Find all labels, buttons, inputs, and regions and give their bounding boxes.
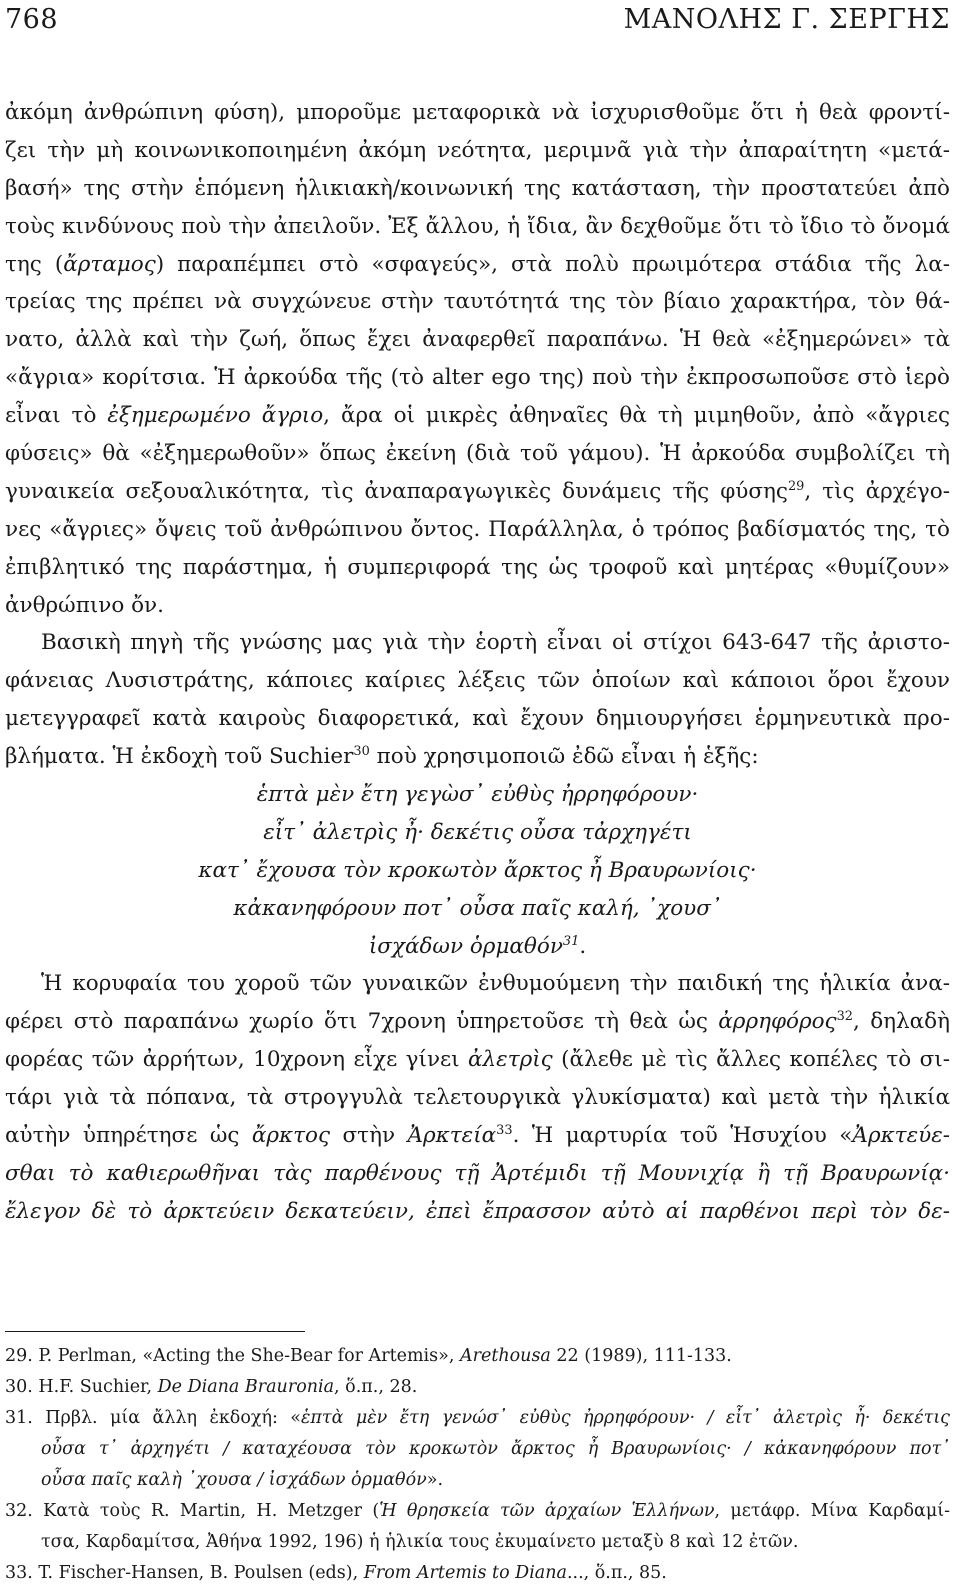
line-11 bbox=[5, 473, 950, 511]
text-run: ἰσχάδων ὁρμαθόν bbox=[368, 933, 563, 959]
line-23 bbox=[5, 1117, 950, 1155]
footnote-33 bbox=[5, 1558, 950, 1589]
italic-term: ἐξημερωμένο ἄγριο bbox=[107, 403, 324, 429]
line-12: νες «ἄγριες» ὄψεις τοῦ ἀνθρώπινου ὄντος. Παράλληλα, ὁ τρόπος βαδίσματός της, τὸ bbox=[5, 516, 950, 542]
text-run: ». bbox=[426, 1470, 444, 1490]
line-8: «ἄγρια» κορίτσια. Ἡ ἀρκούδα τῆς (τὸ alter ego της) ποὺ τὴν ἐκπροσωποῦσε στὸ ἱερὸ bbox=[5, 365, 950, 391]
verse-line-4: κἀκανηφόρουν ποτ᾽ οὖσα παῖς καλή, ᾽χουσ᾽ bbox=[233, 895, 722, 921]
footnote-31-end bbox=[5, 1465, 950, 1496]
line-4: τοὺς κινδύνους ποὺ τὴν ἀπειλοῦν. Ἐξ ἄλλου, ἡ ἴδια, ἂν δεχθοῦμε ὅτι τὸ ἴδιο τὸ ὄνομά bbox=[5, 213, 950, 239]
text-run: , μετάφρ. Μίνα Καρδαμί- bbox=[714, 1501, 950, 1521]
italic-term: ἄρκτος bbox=[251, 1123, 331, 1149]
text-run: 30. H.F. Suchier, bbox=[5, 1377, 158, 1397]
text-run: φορέας τῶν ἀρρήτων, 10χρονη εἶχε γίνει bbox=[5, 1047, 469, 1073]
line-18 bbox=[5, 738, 950, 776]
running-head: ΜΑΝΟΛΗΣ Γ. ΣΕΡΓΗΣ bbox=[623, 4, 950, 35]
line-13: ἐπιβλητικό της παράστημα, ἡ συμπεριφορά της ὡς τροφοῦ καὶ μητέρας «θυμίζουν» bbox=[5, 554, 950, 580]
line-22: τάρι γιὰ τὰ πόπανα, τὰ στρογγυλὰ τελετουργικὰ γλυκίσματα) καὶ μετὰ τὴν ἡλικία bbox=[5, 1085, 950, 1111]
text-run: (ἄλεθε μὲ τὶς ἄλλες κοπέλες τὸ σι- bbox=[552, 1047, 950, 1073]
text-run: της ( bbox=[5, 251, 64, 277]
italic-term: ἀλετρὶς bbox=[468, 1047, 553, 1073]
line-2: ζει τὴν μὴ κοινωνικοποιημένη ἀκόμη νεότητα, μεριμνᾶ γιὰ τὴν ἀπαραίτητη «μετά- bbox=[5, 137, 950, 163]
text-run: , τὶς ἀρχέγο- bbox=[804, 478, 950, 504]
line-20 bbox=[5, 1003, 950, 1041]
italic-title: De Diana Brauronia bbox=[157, 1377, 335, 1397]
italic-quote: οὖσα παῖς καλὴ ᾽χουσα / ἰσχάδων ὁρμαθόν bbox=[41, 1470, 427, 1490]
line-25: ἔλεγον δὲ τὸ ἀρκτεύειν δεκατεύειν, ἐπεὶ ἔπρασσον αὐτὸ αἱ παρθένοι περὶ τὸν δε- bbox=[5, 1198, 950, 1224]
line-9 bbox=[5, 397, 950, 435]
text-run: γυναικεία σεξουαλικότητα, τὶς ἀναπαραγωγικὲς δυνάμεις τῆς φύσης bbox=[5, 478, 788, 504]
footnote-29 bbox=[5, 1341, 950, 1372]
footnote-32 bbox=[5, 1496, 950, 1527]
italic-title: From Artemis to Diana bbox=[363, 1563, 567, 1583]
text-run: βλήματα. Ἡ ἐκδοχὴ τοῦ Suchier bbox=[5, 744, 354, 770]
footnote-ref-29: 29 bbox=[787, 478, 805, 494]
text-run: αὐτὴν ὑπηρέτησε ὡς bbox=[5, 1123, 252, 1149]
text-run: ..., ὅ.π., 85. bbox=[566, 1563, 667, 1583]
footnotes bbox=[5, 1341, 950, 1589]
text-run: 31. Πρβλ. μία ἄλλη ἐκδοχή: « bbox=[5, 1408, 302, 1428]
line-19: Ἡ κορυφαία του χοροῦ τῶν γυναικῶν ἐνθυμούμενη τὴν παιδική της ἡλικία ἀνα- bbox=[41, 971, 950, 997]
text-run: 33. T. Fischer-Hansen, B. Poulsen (eds), bbox=[5, 1563, 364, 1583]
italic-title: Ἡ θρησκεία τῶν ἀρχαίων Ἑλλήνων bbox=[379, 1501, 715, 1521]
footnote-ref-33: 33 bbox=[496, 1122, 513, 1138]
verse-line-2: εἶτ᾽ ἀλετρὶς ἦ· δεκέτις οὖσα τἀρχηγέτι bbox=[263, 819, 692, 845]
line-5 bbox=[5, 246, 950, 284]
text-run: στὴν bbox=[330, 1123, 408, 1149]
verse-line-3: κατ᾽ ἔχουσα τὸν κροκωτὸν ἄρκτος ἦ Βραυρωνίοις· bbox=[198, 857, 757, 883]
text-run: ) παραπέμπει στὸ «σφαγεύς», στὰ πολὺ πρωιμότερα στάδια τῆς λα- bbox=[155, 251, 950, 277]
italic-title: Arethousa bbox=[459, 1346, 551, 1366]
italic-quote: Ἀρκτεύε- bbox=[852, 1123, 950, 1149]
line-6: τρείας της πρέπει νὰ συγχώνευε στὴν ταυτότητά της τὸν βίαιο χαρακτήρα, τὸν θά- bbox=[5, 289, 950, 315]
text-run: ποὺ χρησιμοποιῶ ἐδῶ εἶναι ἡ ἑξῆς: bbox=[369, 744, 759, 770]
line-21 bbox=[5, 1041, 950, 1079]
footnote-ref-32: 32 bbox=[836, 1009, 853, 1025]
line-10: φύσεις» θὰ «ἐξημερωθοῦν» ὅπως ἐκείνη (διὰ τοῦ γάμου). Ἡ ἀρκούδα συμβολίζει τὴ bbox=[5, 441, 950, 467]
line-24: σθαι τὸ καθιερωθῆναι τὰς παρθένους τῇ Ἀρτέμιδι τῇ Μουνιχίᾳ ἢ τῇ Βραυρωνίᾳ· bbox=[5, 1160, 950, 1186]
italic-term: Ἀρκτεία bbox=[407, 1123, 497, 1149]
verse-line-1: ἑπτὰ μὲν ἔτη γεγὼσ᾽ εὐθὺς ἠρρηφόρουν· bbox=[256, 782, 699, 808]
main-text bbox=[5, 94, 950, 1231]
line-1: ἀκόμη ἀνθρώπινη φύση), μποροῦμε μεταφορικὰ νὰ ἰσχυρισθοῦμε ὅτι ἡ θεὰ φροντί- bbox=[5, 100, 950, 125]
footnote-ref-31: 31 bbox=[562, 933, 580, 949]
page-header bbox=[5, 4, 950, 44]
line-7: νατο, ἀλλὰ καὶ τὴν ζωή, ὅπως ἔχει ἀναφερθεῖ παραπάνω. Ἡ θεὰ «ἐξημερώνει» τὰ bbox=[5, 327, 950, 353]
footnote-separator bbox=[5, 1331, 305, 1332]
text-run: , δηλαδὴ bbox=[853, 1009, 950, 1035]
line-15: Βασικὴ πηγὴ τῆς γνώσης μας γιὰ τὴν ἑορτὴ εἶναι οἱ στίχοι 643-647 τῆς ἀριστο- bbox=[41, 630, 950, 656]
text-run: . Ἡ μαρτυρία τοῦ Ἡσυχίου « bbox=[512, 1123, 853, 1149]
text-run: , ὅ.π., 28. bbox=[334, 1377, 418, 1397]
text-run: φέρει στὸ παραπάνω χωρίο ὅτι 7χρονη ὑπηρετοῦσε τὴ θεὰ ὡς bbox=[5, 1009, 719, 1035]
text-run: . bbox=[579, 933, 587, 959]
page-number: 768 bbox=[5, 4, 59, 35]
text-run: εἶναι τὸ bbox=[5, 403, 108, 429]
footnote-31-cont: οὖσα τ᾽ ἀρχηγέτι / καταχέουσα τὸν κροκωτὸν ἄρκτος ἦ Βραυρωνίοις· / κἀκανηφόρουν ποτ᾽ bbox=[41, 1439, 950, 1459]
text-run: 22 (1989), 111-133. bbox=[550, 1346, 732, 1366]
footnote-31 bbox=[5, 1403, 950, 1434]
italic-term: ἀρρηφόρος bbox=[718, 1009, 837, 1035]
line-3: βασή» της στὴν ἑπόμενη ἡλικιακὴ/κοινωνική της κατάσταση, τὴν προστατεύει ἀπὸ bbox=[5, 175, 950, 201]
footnote-30 bbox=[5, 1372, 950, 1403]
footnote-32-cont: τσα, Καρδαμίτσα, Ἀθήνα 1992, 196) ἡ ἡλικία τους ἐκυμαίνετο μεταξὺ 8 καὶ 12 ἐτῶν. bbox=[41, 1532, 799, 1552]
line-17: μετεγγραφεῖ κατὰ καιροὺς διαφορετικά, καὶ ἔχουν δημιουργήσει ἑρμηνευτικὰ προ- bbox=[5, 706, 950, 732]
text-run: 32. Κατὰ τοὺς R. Martin, H. Metzger ( bbox=[5, 1501, 380, 1521]
footnote-ref-30: 30 bbox=[353, 743, 370, 759]
line-14: ἀνθρώπινο ὄν. bbox=[5, 592, 164, 618]
line-16: φάνειας Λυσιστράτης, κάποιες καίριες λέξεις τῶν ὁποίων καὶ κάποιοι ὅροι ἔχουν bbox=[5, 668, 950, 694]
verse-line-5 bbox=[5, 928, 950, 966]
italic-quote: ἑπτὰ μὲν ἔτη γενώσ᾽ εὐθὺς ἠρρηφόρουν· / εἶτ᾽ ἀλετρὶς ἦ· δεκέτις bbox=[301, 1408, 950, 1428]
text-run: 29. P. Perlman, «Acting the She-Bear for Artemis», bbox=[5, 1346, 460, 1366]
text-run: , ἄρα οἱ μικρὲς ἀθηναῖες θὰ τὴ μιμηθοῦν, ἀπὸ «ἄγριες bbox=[323, 403, 950, 429]
italic-term: ἄρταμος bbox=[63, 251, 156, 277]
